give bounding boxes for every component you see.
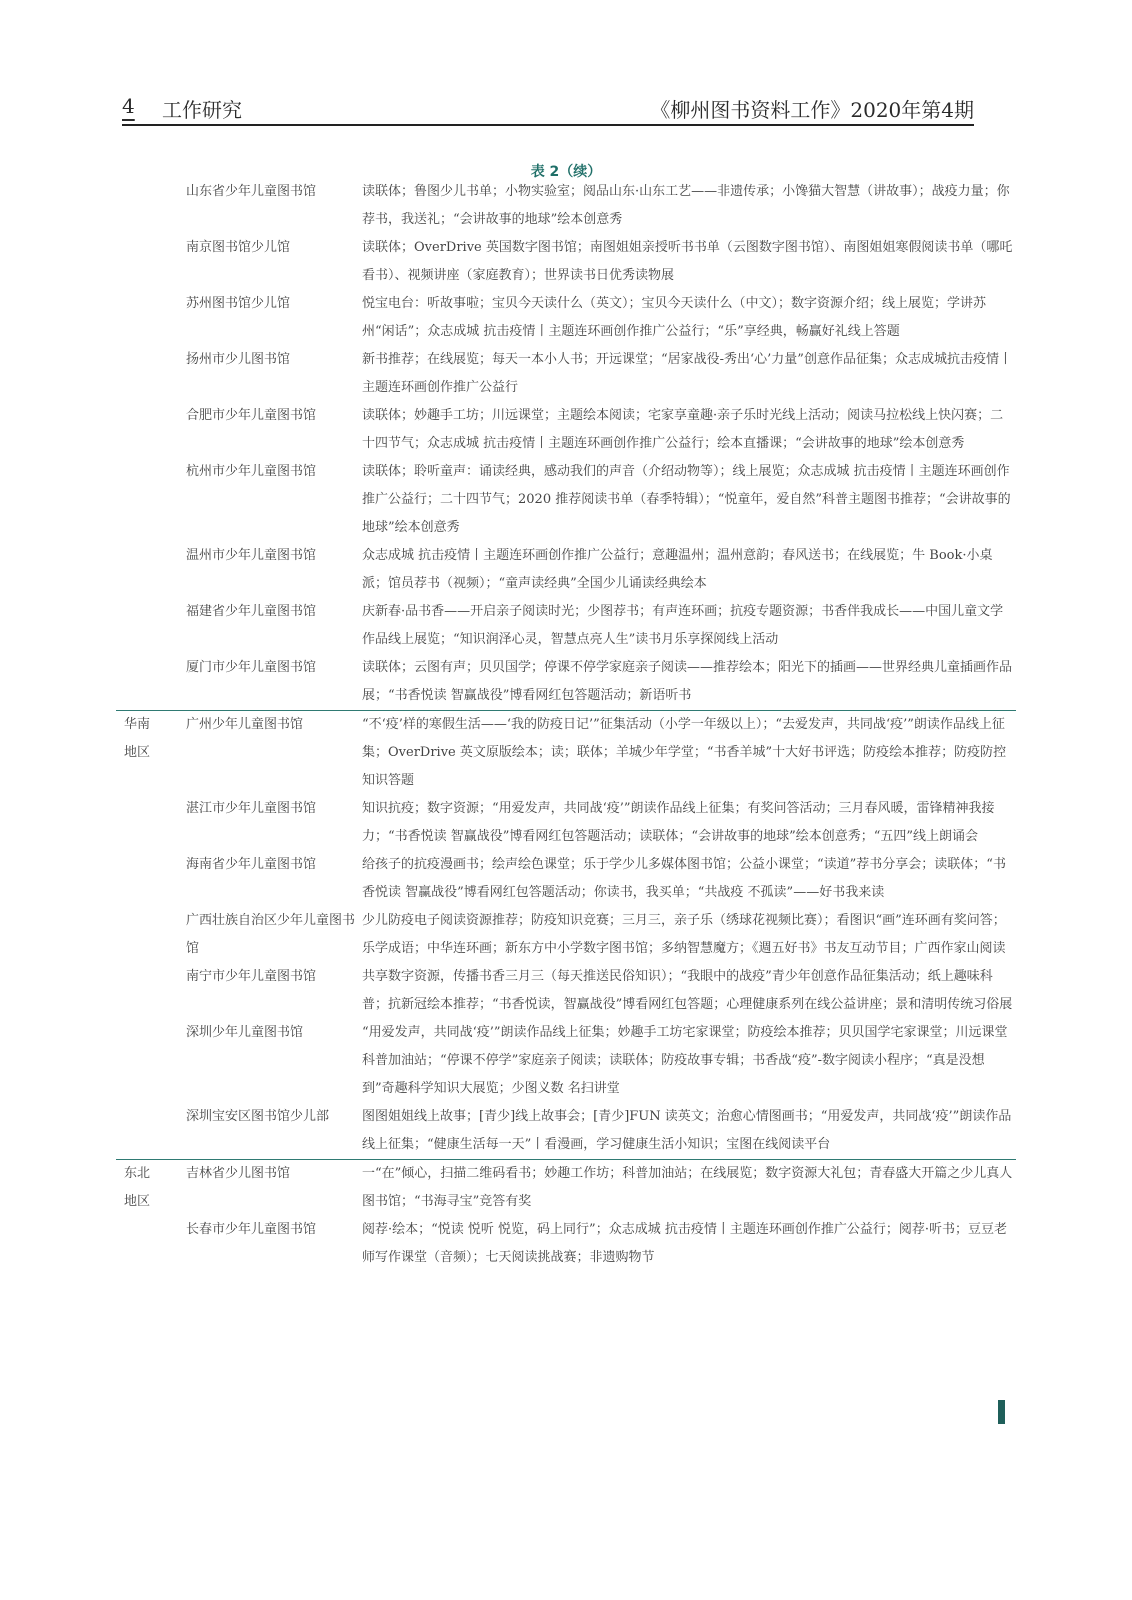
region-cell [116,234,186,290]
library-activities-table [116,178,1016,1272]
table-row [116,654,1016,710]
library-name-cell: 深圳宝安区图书馆少儿部 [186,1109,330,1124]
region-cell [116,598,186,654]
library-name-cell: 吉林省少儿图书馆 [186,1166,291,1181]
activities-cell: 读联体；妙趣手工坊；川远课堂；主题绘本阅读；宅家享童趣·亲子乐时光线上活动；阅读马拉松线上快闪赛；二十四节气；众志成城 抗击疫情丨主题连环画创作推广公益行；绘本直播课；“会讲故事的地球”绘本创意秀 [362,408,1004,451]
region-cell [116,458,186,542]
region-cell [116,1103,186,1159]
region-cell [116,402,186,458]
activities-cell: 图图姐姐线上故事；[青少]线上故事会；[青少]FUN 读英文；治愈心情图画书；“用爱发声，共同战‘疫’”朗读作品线上征集；“健康生活每一天”丨看漫画，学习健康生活小知识；宝图在线阅读平台 [362,1109,1012,1152]
library-name-cell: 长春市少年儿童图书馆 [186,1222,317,1237]
region-cell: 华南 地区 [124,717,151,760]
table-row [116,178,1016,234]
activities-cell: “用爱发声，共同战‘疫’”朗读作品线上征集；妙趣手工坊宅家课堂；防疫绘本推荐；贝贝国学宅家课堂；川远课堂 科普加油站；“停课不停学”家庭亲子阅读；读联体；防疫故事专辑；书香战“疫”-数字阅读小程序；“真是没想到”奇趣科学知识大展览；少图义数 名扫讲堂 [362,1025,1008,1096]
library-name-cell: 南京图书馆少儿馆 [186,240,291,255]
library-name-cell: 海南省少年儿童图书馆 [186,857,317,872]
page-number: 4 [122,94,135,118]
library-name-cell: 合肥市少年儿童图书馆 [186,408,317,423]
library-name-cell: 苏州图书馆少儿馆 [186,296,291,311]
table-row [116,851,1016,907]
activities-cell: 知识抗疫；数字资源；“用爱发声，共同战‘疫’”朗读作品线上征集；有奖问答活动；三月春风暖，雷锋精神我接力；“书香悦读 智赢战役”博看网红包答题活动；读联体；“会讲故事的地球”绘本创意秀；“五四”线上朗诵会 [362,801,995,844]
table-row [116,1216,1016,1272]
table-row [116,907,1016,963]
page-edge-marker [998,1400,1005,1424]
library-name-cell: 扬州市少儿图书馆 [186,352,291,367]
library-name-cell: 湛江市少年儿童图书馆 [186,801,317,816]
table-title: 表 2（续） [530,164,602,180]
region-cell [116,654,186,710]
region-cell [116,1019,186,1103]
region-cell [116,542,186,598]
region-cell [116,963,186,1019]
library-name-cell: 厦门市少年儿童图书馆 [186,660,317,675]
activities-cell: “不‘疫’样的寒假生活——‘我的防疫日记’”征集活动（小学一年级以上）；“去爱发声，共同战‘疫’”朗读作品线上征集；OverDrive 英文原版绘本；读；联体；羊城少年学堂；“书香羊城”十大好书评选；防疫绘本推荐；防疫防控知识答题 [362,717,1007,788]
activities-cell: 庆新春·品书香——开启亲子阅读时光；少图荐书；有声连环画；抗疫专题资源；书香伴我成长——中国儿童文学作品线上展览；“知识润泽心灵，智慧点亮人生”读书月乐享探阅线上活动 [362,604,1004,647]
section-title: 工作研究 [162,98,242,122]
activities-cell: 给孩子的抗疫漫画书；绘声绘色课堂；乐于学少儿多媒体图书馆；公益小课堂；“读道”荐书分享会；读联体；“书香悦读 智赢战役”博看网红包答题活动；你读书，我买单；“共战疫 不孤读”——好书我来读 [362,857,1006,900]
region-cell [116,795,186,851]
table-row [116,598,1016,654]
region-cell [116,1216,186,1272]
library-name-cell: 广州少年儿童图书馆 [186,717,304,732]
library-name-cell: 福建省少年儿童图书馆 [186,604,317,619]
table-row [116,542,1016,598]
activities-cell: 共享数字资源，传播书香三月三（每天推送民俗知识）；“我眼中的战疫”青少年创意作品征集活动；纸上趣味科普；抗新冠绘本推荐；“书香悦读，智赢战役”博看网红包答题；心理健康系列在线公益讲座；景和清明传统习俗展 [362,969,1013,1012]
table-row [116,346,1016,402]
page-header [122,90,974,126]
table-row [116,963,1016,1019]
region-cell [116,851,186,907]
library-name-cell: 山东省少年儿童图书馆 [186,184,317,199]
table-row [116,458,1016,542]
library-name-cell: 温州市少年儿童图书馆 [186,548,317,563]
activities-cell: 读联体；OverDrive 英国数字图书馆；南图姐姐亲授听书书单（云图数字图书馆）、南图姐姐寒假阅读书单（哪吒看书）、视频讲座（家庭教育）；世界读书日优秀读物展 [362,240,1013,283]
table-row [116,710,1016,795]
activities-cell: 少儿防疫电子阅读资源推荐；防疫知识竞赛；三月三，亲子乐（绣球花视频比赛）；看图识“画”连环画有奖问答；乐学成语；中华连环画；新东方中小学数字图书馆；多纳智慧魔方；《週五好书》书友互动节目；广西作家山阅读 [362,913,1006,956]
table-row [116,795,1016,851]
activities-cell: 读联体；聆听童声：诵读经典，感动我们的声音（介绍动物等）；线上展览；众志成城 抗击疫情丨主题连环画创作推广公益行；二十四节气；2020 推荐阅读书单（春季特辑）；“悦童年，爱自然”科普主题图书推荐；“会讲故事的地球”绘本创意秀 [362,464,1011,535]
table-row [116,290,1016,346]
table-row [116,1159,1016,1216]
activities-cell: 读联体；云图有声；贝贝国学；停课不停学家庭亲子阅读——推荐绘本；阳光下的插画——世界经典儿童插画作品展；“书香悦读 智赢战役”博看网红包答题活动；新语听书 [362,660,1013,703]
activities-cell: 悦宝电台：听故事啦；宝贝今天读什么（英文）；宝贝今天读什么（中文）；数字资源介绍；线上展览；学讲苏州“闲话”；众志成城 抗击疫情丨主题连环画创作推广公益行；“乐”享经典，畅赢好礼线上答题 [362,296,987,339]
activities-cell: 阅荐·绘本；“悦读 悦听 悦览，码上同行”；众志成城 抗击疫情丨主题连环画创作推广公益行；阅荐·听书；豆豆老师写作课堂（音频）；七天阅读挑战赛；非遗购物节 [362,1222,1007,1265]
table-row [116,234,1016,290]
region-cell [116,346,186,402]
activities-cell: 众志成城 抗击疫情丨主题连环画创作推广公益行；意趣温州；温州意韵；春风送书；在线展览；牛 Book·小桌派；馆员荐书（视频）；“童声读经典”全国少儿诵读经典绘本 [362,548,993,591]
table-row [116,1019,1016,1103]
table-row [116,1103,1016,1159]
journal-title: 《柳州图书资料工作》2020年第4期 [650,98,974,122]
library-name-cell: 南宁市少年儿童图书馆 [186,969,317,984]
region-cell [116,907,186,963]
region-cell [116,290,186,346]
activities-cell: 一“在”倾心，扫描二维码看书；妙趣工作坊；科普加油站；在线展览；数字资源大礼包；青春盛大开篇之少儿真人图书馆；“书海寻宝”竞答有奖 [362,1166,1013,1209]
library-name-cell: 深圳少年儿童图书馆 [186,1025,304,1040]
region-cell: 东北 地区 [124,1166,151,1209]
region-cell [116,178,186,234]
activities-cell: 新书推荐；在线展览；每天一本小人书；开远课堂；“居家战役-秀出‘心’力量”创意作品征集；众志成城抗击疫情丨主题连环画创作推广公益行 [362,352,1012,395]
activities-cell: 读联体；鲁图少儿书单；小物实验室；阅品山东·山东工艺——非遗传承；小馋猫大智慧（讲故事）；战疫力量；你荐书，我送礼；“会讲故事的地球”绘本创意秀 [362,184,1010,227]
library-name-cell: 广西壮族自治区少年儿童图书馆 [186,913,356,956]
table-row [116,402,1016,458]
library-name-cell: 杭州市少年儿童图书馆 [186,464,317,479]
